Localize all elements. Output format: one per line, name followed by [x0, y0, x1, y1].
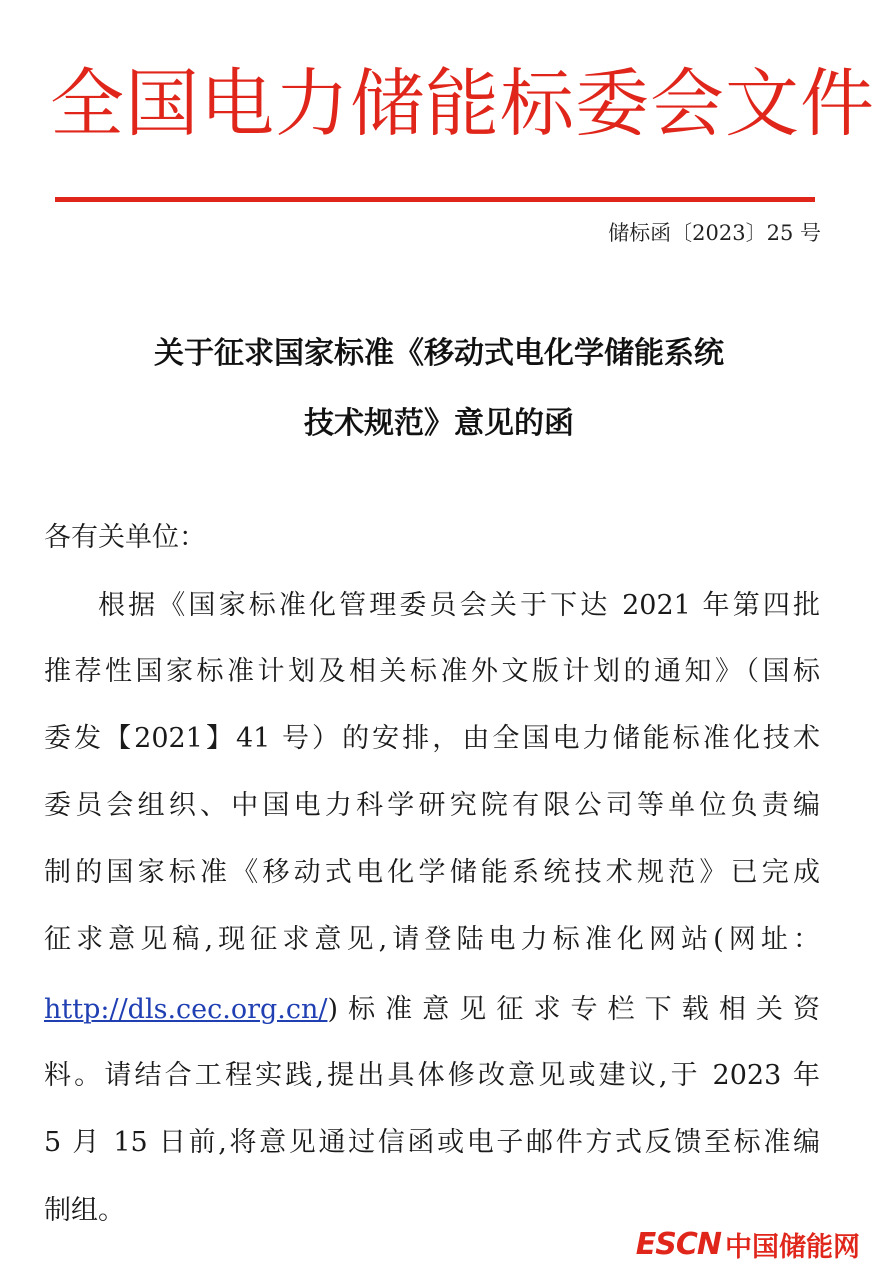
red-divider-rule [55, 197, 815, 202]
document-title-line-1: 关于征求国家标准《移动式电化学储能系统 [154, 336, 724, 371]
body-line-2: 推荐性国家标准计划及相关标准外文版计划的通知》（国标 [44, 656, 820, 687]
document-number: 储标函〔2023〕25 号 [608, 221, 821, 245]
body-line-7-text: )标准意见征求专栏下载相关资 [327, 994, 820, 1025]
masthead-title: 全国电力储能标委会文件 [50, 61, 875, 147]
watermark-cn: 中国储能网 [725, 1231, 860, 1263]
body-line-10: 制组。 [44, 1195, 125, 1226]
salutation: 各有关单位： [44, 522, 206, 553]
body-line-1: 根据《国家标准化管理委员会关于下达 2021 年第四批 [98, 590, 820, 621]
body-line-5: 制的国家标准《移动式电化学储能系统技术规范》已完成 [44, 857, 820, 888]
escn-watermark-logo [636, 1225, 860, 1263]
body-line-7 [44, 992, 820, 1028]
body-line-3: 委发【2021】41 号）的安排，由全国电力储能标准化技术 [44, 723, 820, 754]
body-line-9: 5 月 15 日前,将意见通过信函或电子邮件方式反馈至标准编 [44, 1127, 820, 1158]
body-line-8: 料。请结合工程实践,提出具体修改意见或建议,于 2023 年 [44, 1060, 820, 1091]
body-line-4: 委员会组织、中国电力科学研究院有限公司等单位负责编 [44, 790, 820, 821]
watermark-en: ESCN [635, 1226, 721, 1262]
document-title-line-2: 技术规范》意见的函 [304, 406, 574, 441]
website-link[interactable]: http://dls.cec.org.cn/ [44, 994, 328, 1025]
body-line-6: 征求意见稿,现征求意见,请登陆电力标准化网站(网址： [44, 924, 820, 955]
